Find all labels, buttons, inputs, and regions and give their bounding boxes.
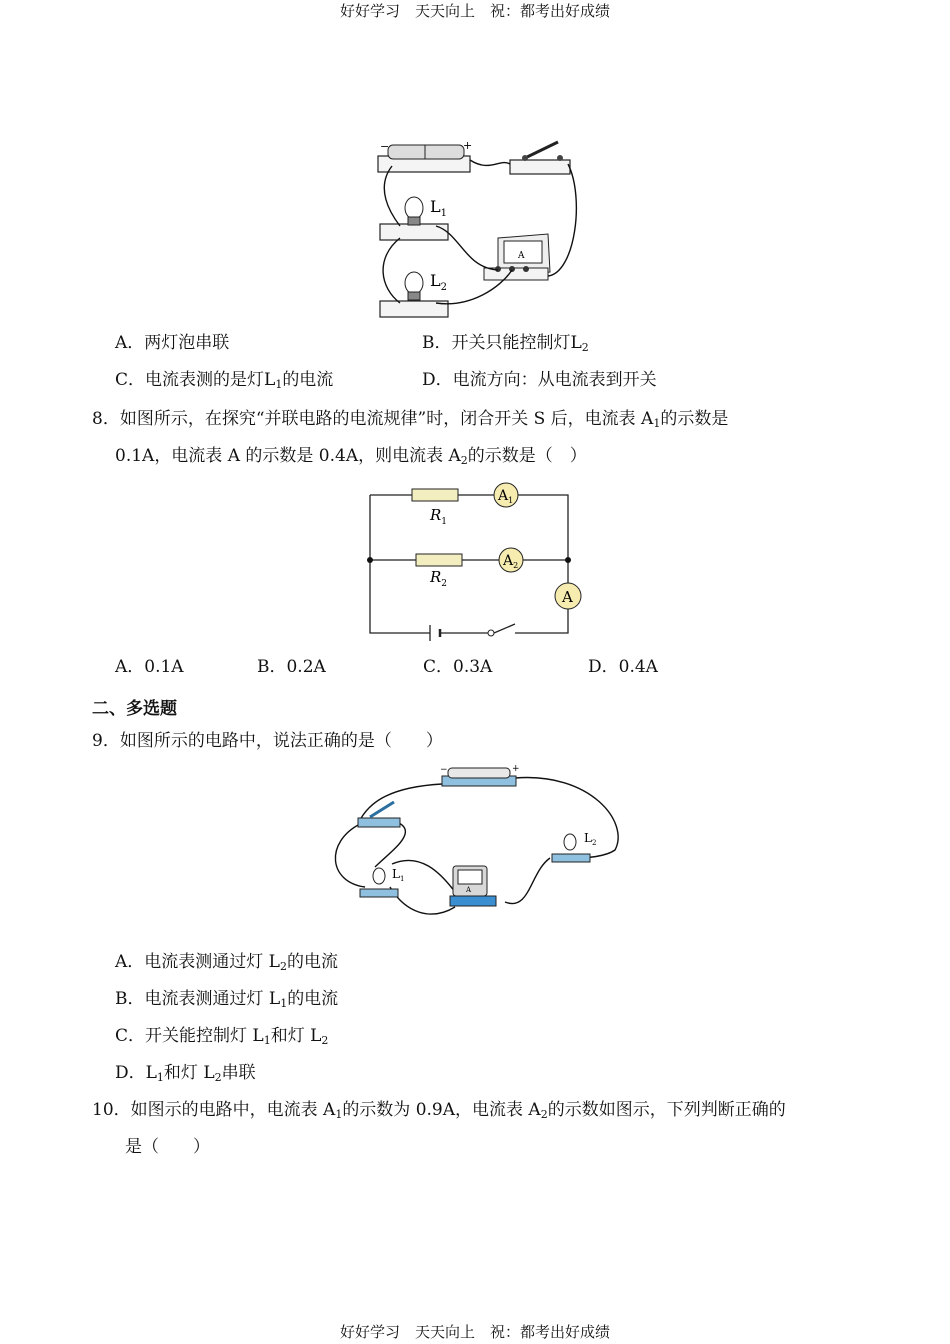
battery-minus-label: − (380, 140, 390, 153)
q8-option-a[interactable]: A．0.1A (115, 657, 184, 677)
r1-label: $R_1$ (430, 506, 448, 527)
q8-schematic (360, 478, 590, 643)
r2-label: $R_2$ (430, 568, 448, 589)
q7-option-d[interactable]: D．电流方向：从电流表到开关 (422, 370, 657, 390)
ammeter-a1 (494, 483, 518, 507)
q10-stem-line1: 10．如图示的电路中，电流表 $A_1$的示数为 0.9A，电流表 $A_2$的示数如图示，下列判断正确的 (92, 1100, 786, 1121)
svg-text:A2: $A_2$ (503, 553, 519, 570)
svg-text:L1: $L_1$ (392, 867, 405, 883)
q9-bulb-l1 (360, 867, 404, 897)
q9-battery-minus: − (440, 765, 448, 775)
ammeter-a2 (499, 548, 523, 572)
svg-text:L2: $L_2$ (584, 831, 597, 847)
q8-option-c[interactable]: C．0.3A (423, 657, 493, 677)
q7-option-a[interactable]: A．两灯泡串联 (115, 333, 230, 353)
battery-holder (378, 139, 472, 172)
svg-text:A: A (562, 588, 573, 606)
page-footer: 好好学习 天天向上 祝：都考出好成绩 (339, 1323, 610, 1341)
q9-ammeter (450, 866, 496, 906)
resistor-r1 (412, 489, 458, 501)
bulb-l1 (380, 197, 448, 240)
resistor-r2 (416, 554, 462, 566)
q8-stem-line1: 8．如图所示，在探究“并联电路的电流规律”时，闭合开关 S 后，电流表 $A_1$的示数是 (92, 409, 729, 430)
q7-option-b[interactable]: B．开关只能控制灯$L_2$ (422, 333, 589, 354)
svg-text:A: A (466, 886, 472, 894)
ammeter (484, 234, 550, 280)
q9-stem: 9．如图所示的电路中，说法正确的是（ ） (92, 731, 443, 751)
q8-stem-line2: 0.1A，电流表 A 的示数是 0.4A，则电流表 $A_2$的示数是（ ） (115, 446, 587, 467)
q8-option-d[interactable]: D．0.4A (588, 657, 658, 677)
q9-option-d[interactable]: D．$L_1$和灯 $L_2$串联 (115, 1063, 256, 1084)
ammeter-a (555, 583, 581, 609)
q7-circuit-figure (370, 138, 590, 323)
battery-plus-label: + (463, 139, 473, 152)
svg-text:A1: $A_1$ (498, 488, 514, 505)
q9-battery-plus: + (512, 764, 520, 774)
q9-bulb-l2 (552, 831, 596, 862)
l1-label: $L_1$ (430, 197, 447, 219)
q7-option-c[interactable]: C．电流表测的是灯$L_1$的电流 (115, 370, 334, 391)
switch (510, 142, 570, 174)
q9-option-b[interactable]: B．电流表测通过灯 $L_1$的电流 (115, 989, 339, 1010)
q10-stem-line2: 是（ ） (125, 1137, 210, 1157)
section-title: 二、多选题 (92, 699, 177, 719)
l2-label: $L_2$ (430, 271, 447, 293)
q9-option-c[interactable]: C．开关能控制灯 $L_1$和灯 $L_2$ (115, 1026, 329, 1047)
page-header: 好好学习 天天向上 祝：都考出好成绩 (339, 2, 610, 20)
ammeter-label: A (518, 251, 525, 261)
q9-battery (440, 764, 520, 786)
q8-option-b[interactable]: B．0.2A (257, 657, 326, 677)
q9-option-a[interactable]: A．电流表测通过灯 $L_2$的电流 (115, 952, 338, 973)
q9-circuit-figure (330, 762, 622, 942)
